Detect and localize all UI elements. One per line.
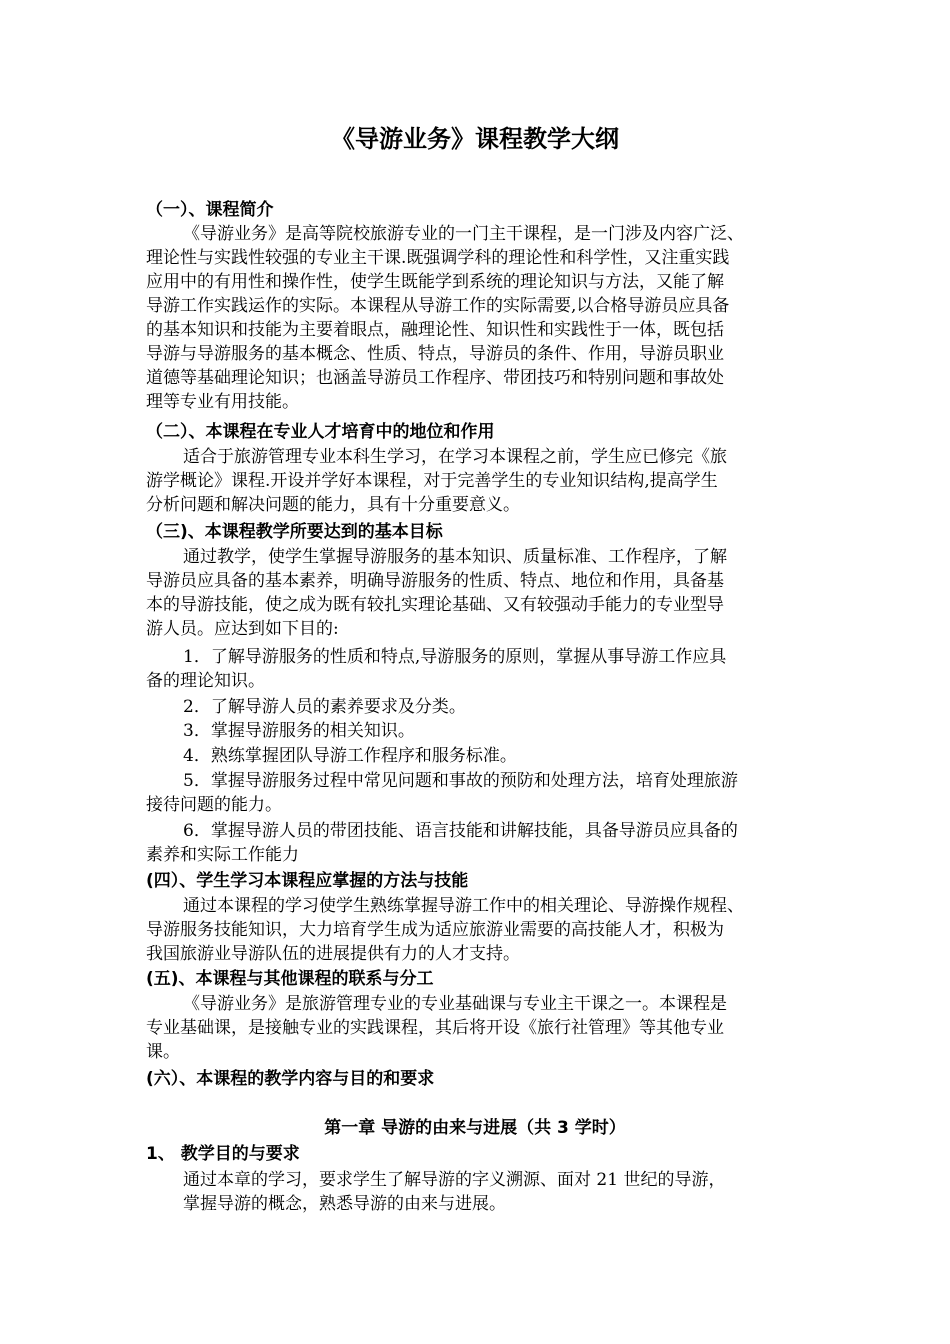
section-heading-6: (六）、本课程的教学内容与目的和要求 <box>146 1069 435 1089</box>
list-item-continuation: 接待问题的能力。 <box>146 795 282 815</box>
section-heading-2: （二）、本课程在专业人才培育中的地位和作用 <box>146 422 495 442</box>
list-item: 3．掌握导游服务的相关知识。 <box>183 721 415 741</box>
section-heading-5: (五)、本课程与其他课程的联系与分工 <box>146 969 434 989</box>
document-title: 《导游业务》课程教学大纲 <box>331 125 619 153</box>
paragraph-line: 理等专业有用技能。 <box>146 392 299 412</box>
paragraph-line: 导游工作实践运作的实际。本课程从导游工作的实际需要,以合格导游员应具备 <box>146 296 730 316</box>
section-heading-3: （三)、本课程教学所要达到的基本目标 <box>146 522 443 542</box>
list-item: 5．掌握导游服务过程中常见问题和事故的预防和处理方法，培育处理旅游 <box>183 771 738 791</box>
paragraph-line: 《导游业务》是高等院校旅游专业的一门主干课程，是一门涉及内容广泛、 <box>183 224 744 244</box>
paragraph-line: 掌握导游的概念，熟悉导游的由来与进展。 <box>183 1194 506 1214</box>
paragraph-line: 道德等基础理论知识；也涵盖导游员工作程序、带团技巧和特别问题和事故处 <box>146 368 724 388</box>
paragraph-line: 通过教学，使学生掌握导游服务的基本知识、质量标准、工作程序，了解 <box>183 547 727 567</box>
paragraph-line: 导游员应具备的基本素养，明确导游服务的性质、特点、地位和作用，具备基 <box>146 571 724 591</box>
list-item: 2．了解导游人员的素养要求及分类。 <box>183 697 466 717</box>
section-heading-4: (四）、学生学习本课程应掌握的方法与技能 <box>146 871 469 891</box>
paragraph-line: 通过本课程的学习使学生熟练掌握导游工作中的相关理论、导游操作规程、 <box>183 896 744 916</box>
list-item-continuation: 备的理论知识。 <box>146 671 265 691</box>
paragraph-line: 的基本知识和技能为主要着眼点，融理论性、知识性和实践性于一体，既包括 <box>146 320 724 340</box>
paragraph-line: 理论性与实践性较强的专业主干课.既强调学科的理论性和科学性，又注重实践 <box>146 248 730 268</box>
list-item-continuation: 素养和实际工作能力 <box>146 845 299 865</box>
paragraph-line: 应用中的有用性和操作性，使学生既能学到系统的理论知识与方法，又能了解 <box>146 272 724 292</box>
chapter-sub-heading: 1、 教学目的与要求 <box>146 1144 300 1164</box>
paragraph-line: 我国旅游业导游队伍的进展提供有力的人才支持。 <box>146 944 520 964</box>
paragraph-line: 游人员。应达到如下目的: <box>146 619 339 639</box>
paragraph-line: 《导游业务》是旅游管理专业的专业基础课与专业主干课之一。本课程是 <box>183 994 727 1014</box>
paragraph-line: 专业基础课，是接触专业的实践课程，其后将开设《旅行社管理》等其他专业 <box>146 1018 724 1038</box>
paragraph-line: 导游与导游服务的基本概念、性质、特点，导游员的条件、作用，导游员职业 <box>146 344 724 364</box>
paragraph-line: 课。 <box>146 1042 180 1062</box>
chapter-title: 第一章 导游的由来与进展（共 3 学时） <box>324 1118 626 1138</box>
paragraph-line: 适合于旅游管理专业本科生学习，在学习本课程之前，学生应已修完《旅 <box>183 447 727 467</box>
section-heading-1: （一）、课程简介 <box>146 200 274 220</box>
paragraph-line: 导游服务技能知识，大力培育学生成为适应旅游业需要的高技能人才，积极为 <box>146 920 724 940</box>
paragraph-line: 游学概论》课程.开设并学好本课程，对于完善学生的专业知识结构,提高学生 <box>146 471 718 491</box>
list-item: 6．掌握导游人员的带团技能、语言技能和讲解技能，具备导游员应具备的 <box>183 821 738 841</box>
list-item: 1．了解导游服务的性质和特点,导游服务的原则，掌握从事导游工作应具 <box>183 647 727 667</box>
list-item: 4．熟练掌握团队导游工作程序和服务标准。 <box>183 746 517 766</box>
paragraph-line: 通过本章的学习，要求学生了解导游的字义溯源、面对 21 世纪的导游， <box>183 1170 726 1190</box>
paragraph-line: 分析问题和解决问题的能力，具有十分重要意义。 <box>146 495 520 515</box>
paragraph-line: 本的导游技能，使之成为既有较扎实理论基础、又有较强动手能力的专业型导 <box>146 595 724 615</box>
